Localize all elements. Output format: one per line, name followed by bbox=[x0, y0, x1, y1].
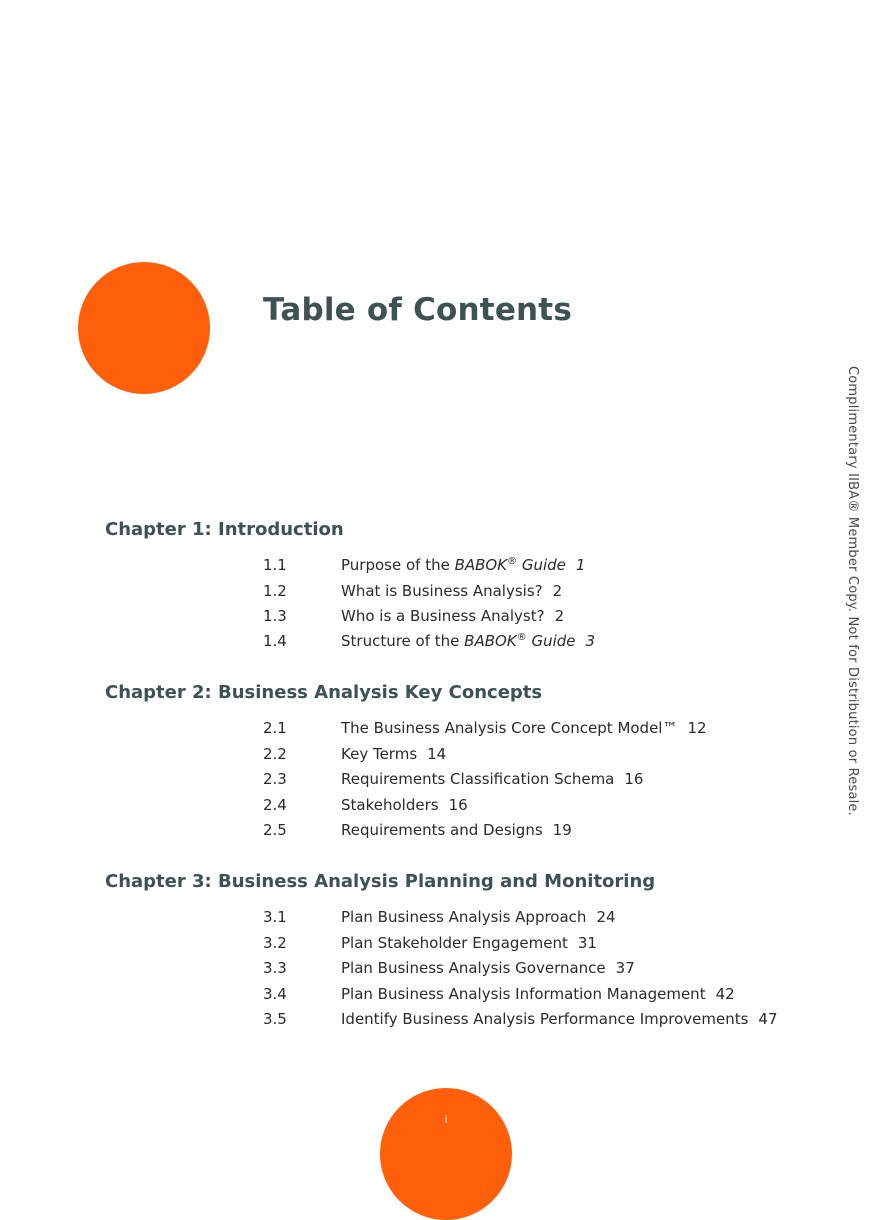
section-title: The Business Analysis Core Concept Model™ 12 bbox=[341, 719, 707, 737]
page-ref: 16 bbox=[448, 796, 468, 814]
page-ref: 31 bbox=[577, 934, 597, 952]
section-number: 1.3 bbox=[263, 607, 287, 625]
section-title: Plan Business Analysis Information Management 42 bbox=[341, 985, 735, 1003]
section-title: Structure of the BABOK® Guide 3 bbox=[341, 632, 596, 650]
section-title: Purpose of the BABOK® Guide 1 bbox=[341, 556, 586, 574]
copyright-side-note: Complimentary IIBA® Member Copy. Not for Distribution or Resale. bbox=[845, 366, 860, 816]
page-ref: 47 bbox=[758, 1010, 778, 1028]
page-number-circle bbox=[380, 1088, 512, 1220]
section-number: 3.3 bbox=[263, 959, 287, 977]
page-ref: 16 bbox=[624, 770, 644, 788]
section-title: Stakeholders 16 bbox=[341, 796, 468, 814]
section-title: Plan Stakeholder Engagement 31 bbox=[341, 934, 597, 952]
page-ref: 3 bbox=[585, 632, 596, 650]
section-number: 2.2 bbox=[263, 745, 287, 763]
section-title: Requirements Classification Schema 16 bbox=[341, 770, 644, 788]
section-number: 2.1 bbox=[263, 719, 287, 737]
chapter-heading: Chapter 3: Business Analysis Planning and Monitoring bbox=[105, 871, 656, 892]
section-number: 3.2 bbox=[263, 934, 287, 952]
section-number: 1.1 bbox=[263, 556, 287, 574]
section-title: What is Business Analysis? 2 bbox=[341, 582, 563, 600]
page-ref: 37 bbox=[615, 959, 635, 977]
page-ref: 12 bbox=[687, 719, 707, 737]
section-title: Plan Business Analysis Governance 37 bbox=[341, 959, 635, 977]
page-ref: 2 bbox=[552, 582, 563, 600]
section-title: Requirements and Designs 19 bbox=[341, 821, 572, 839]
section-number: 3.4 bbox=[263, 985, 287, 1003]
section-number: 1.4 bbox=[263, 632, 287, 650]
page-number: i bbox=[444, 1113, 448, 1126]
chapter-heading: Chapter 1: Introduction bbox=[105, 519, 344, 540]
section-number: 2.4 bbox=[263, 796, 287, 814]
decorative-circle bbox=[78, 262, 210, 394]
section-number: 3.1 bbox=[263, 908, 287, 926]
page-ref: 42 bbox=[715, 985, 735, 1003]
page-ref: 19 bbox=[552, 821, 572, 839]
page-ref: 14 bbox=[427, 745, 447, 763]
chapter-heading: Chapter 2: Business Analysis Key Concepts bbox=[105, 682, 543, 703]
section-number: 3.5 bbox=[263, 1010, 287, 1028]
section-title: Who is a Business Analyst? 2 bbox=[341, 607, 565, 625]
page-ref: 2 bbox=[554, 607, 565, 625]
section-title: Identify Business Analysis Performance Improvements 47 bbox=[341, 1010, 778, 1028]
section-number: 1.2 bbox=[263, 582, 287, 600]
section-title: Key Terms 14 bbox=[341, 745, 447, 763]
section-number: 2.5 bbox=[263, 821, 287, 839]
page-ref: 1 bbox=[575, 556, 586, 574]
page-ref: 24 bbox=[596, 908, 616, 926]
section-number: 2.3 bbox=[263, 770, 287, 788]
section-title: Plan Business Analysis Approach 24 bbox=[341, 908, 616, 926]
page-title: Table of Contents bbox=[263, 292, 572, 328]
